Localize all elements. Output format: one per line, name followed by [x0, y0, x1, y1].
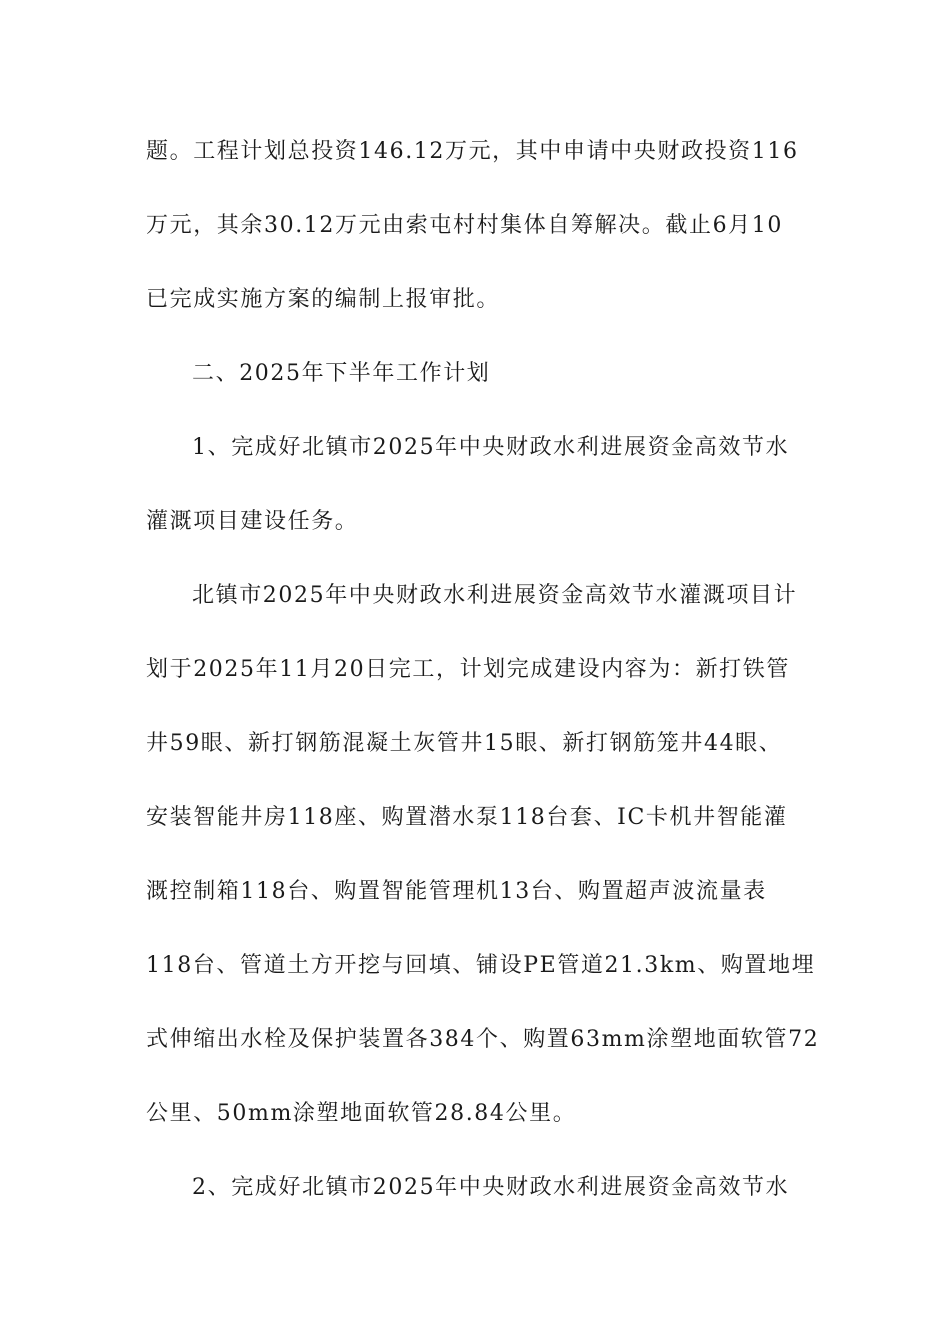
list-item-1-line-1: 1、完成好北镇市2025年中央财政水利进展资金高效节水 — [192, 435, 790, 460]
paragraph-line-8: 溉控制箱118台、购置智能管理机13台、购置超声波流量表 — [146, 879, 767, 904]
paragraph-line-4: 北镇市2025年中央财政水利进展资金高效节水灌溉项目计 — [192, 583, 798, 608]
paragraph-line-11: 公里、50mm涂塑地面软管28.84公里。 — [146, 1101, 577, 1126]
paragraph-line-2: 万元，其余30.12万元由索屯村村集体自筹解决。截止6月10 — [146, 213, 783, 238]
paragraph-line-3: 已完成实施方案的编制上报审批。 — [146, 287, 501, 312]
paragraph-line-1: 题。工程计划总投资146.12万元，其中申请中央财政投资116 — [146, 139, 799, 164]
paragraph-line-9: 118台、管道土方开挖与回填、铺设PE管道21.3km、购置地埋 — [146, 953, 816, 978]
paragraph-line-6: 井59眼、新打钢筋混凝土灰管井15眼、新打钢筋笼井44眼、 — [146, 731, 783, 756]
paragraph-line-7: 安装智能井房118座、购置潜水泵118台套、IC卡机井智能灌 — [146, 805, 788, 830]
list-item-2-line-1: 2、完成好北镇市2025年中央财政水利进展资金高效节水 — [192, 1175, 790, 1200]
paragraph-line-5: 划于2025年11月20日完工，计划完成建设内容为：新打铁管 — [146, 657, 790, 682]
paragraph-line-10: 式伸缩出水栓及保护装置各384个、购置63mm涂塑地面软管72 — [146, 1027, 820, 1052]
section-heading: 二、2025年下半年工作计划 — [192, 361, 491, 386]
list-item-1-line-2: 灌溉项目建设任务。 — [146, 509, 359, 534]
